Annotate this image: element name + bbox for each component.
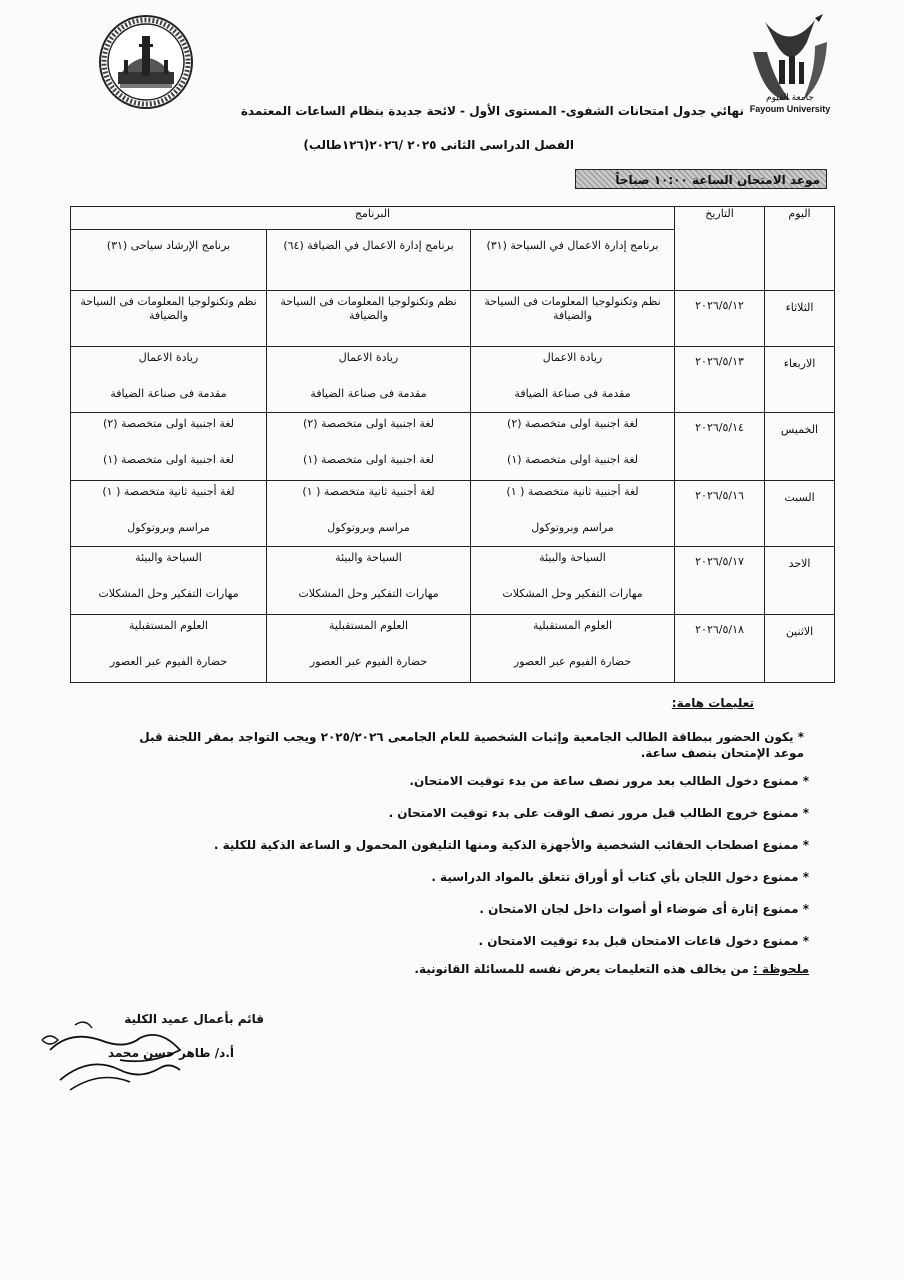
instruction-item: * ممنوع خروج الطالب قبل مرور نصف الوقت على بدء توقيت الامتحان . [388,806,809,820]
subject-cell [71,413,267,481]
row-date: ٢٠٢٦/٥/١٣ [675,347,765,413]
subject-cell [267,347,471,413]
subject: العلوم المستقبلية [533,619,613,632]
subject: مراسم وبروتوكول [127,521,210,534]
note-label: ملحوظة : [752,962,809,976]
exam-time-banner: موعد الامتحان الساعة ١٠:٠٠ صباحاً [575,169,827,189]
dean-name: أ.د/ طاهر حسن محمد [107,1046,234,1060]
handwritten-signature [30,1010,220,1100]
subject: حضارة الفيوم عبر العصور [109,655,228,668]
subject: لغة اجنبية اولى متخصصة (١) [507,453,638,466]
subject-cell [471,547,675,615]
subject-cell [471,481,675,547]
subject: ريادة الاعمال [542,351,603,364]
subject-cell [71,347,267,413]
subject: السياحة والبيئة [539,551,606,564]
instruction-item: * ممنوع دخول اللجان بأي كتاب أو أوراق تتعلق بالمواد الدراسية . [431,870,809,884]
subject: مهارات التفكير وحل المشكلات [98,587,239,600]
subject: مراسم وبروتوكول [531,521,614,534]
subject-cell [471,615,675,683]
faculty-seal-logo [98,14,194,110]
subject: لغة أجنبية ثانية متخصصة ( ١) [302,485,435,498]
subject-cell [267,291,471,347]
page-subtitle: الفصل الدراسى الثانى ٢٠٢٥ /٢٠٢٦(١٢٦طالب) [303,138,574,152]
subject-cell [267,615,471,683]
subject-cell [71,547,267,615]
subject-cell [71,291,267,347]
subject: لغة اجنبية اولى متخصصة (٢) [303,417,434,430]
subject: العلوم المستقبلية [329,619,409,632]
subject: مهارات التفكير وحل المشكلات [502,587,643,600]
university-name-en: Fayoum University [749,104,831,114]
subject: نظم وتكنولوجيا المعلومات فى السياحة والضيافة [280,295,457,322]
table-row [71,615,835,683]
row-day: السبت [765,481,835,547]
subject-cell [71,481,267,547]
page-title: نهائي جدول امتحانات الشفوى- المستوى الأول - لائحة جديدة بنظام الساعات المعتمدة [240,104,744,118]
table-row [71,347,835,413]
instruction-item: * ممنوع إثارة أى ضوضاء أو أصوات داخل لجان الامتحان . [479,902,809,916]
header-date: التاريخ [675,207,765,291]
row-date: ٢٠٢٦/٥/١٤ [675,413,765,481]
table-row [71,413,835,481]
row-date: ٢٠٢٦/٥/١٨ [675,615,765,683]
subject-cell [267,413,471,481]
subject: العلوم المستقبلية [129,619,208,632]
subject: السياحة والبيئة [335,551,402,564]
row-day: الاحد [765,547,835,615]
instruction-item: * ممنوع دخول الطالب بعد مرور نصف ساعة من بدء توقيت الامتحان. [409,774,809,788]
program-tourism: برنامج إدارة الاعمال في السياحة (٣١) [471,230,675,291]
subject: لغة اجنبية اولى متخصصة (٢) [507,417,638,430]
subject: نظم وتكنولوجيا المعلومات فى السياحة والضيافة [484,295,661,322]
row-date: ٢٠٢٦/٥/١٢ [675,291,765,347]
header-day: اليوم [765,207,835,291]
instruction-item: * ممنوع اصطحاب الحقائب الشخصية والأجهزة الذكية ومنها التليفون المحمول و الساعة الذكية للكلية . [213,838,809,852]
subject: مقدمة فى صناعة الضيافة [514,387,631,400]
dean-title: قائم بأعمال عميد الكلية [124,1012,264,1026]
exam-schedule-table [70,206,835,683]
subject: ريادة الاعمال [138,351,199,364]
subject-cell [471,347,675,413]
subject: لغة اجنبية اولى متخصصة (١) [103,453,234,466]
instruction-item: * يكون الحضور ببطاقة الطالب الجامعية وإثبات الشخصية للعام الجامعى ٢٠٢٥/٢٠٢٦ ويجب التواجد بمقر اللجنة قبل موعد الإمتحان بنصف ساعة. [139,730,804,760]
instructions-title: تعليمات هامة: [671,696,754,710]
table-header-row [71,207,835,230]
subject: مهارات التفكير وحل المشكلات [298,587,439,600]
header-program: البرنامج [71,207,675,230]
program-hospitality: برنامج إدارة الاعمال في الضيافة (٦٤) [267,230,471,291]
subject-cell [71,615,267,683]
legal-note [414,962,809,976]
subject: لغة اجنبية اولى متخصصة (١) [303,453,434,466]
fayoum-university-logo [742,12,838,120]
subject: مقدمة فى صناعة الضيافة [310,387,427,400]
subject: لغة اجنبية اولى متخصصة (٢) [103,417,234,430]
table-row [71,291,835,347]
table-row [71,547,835,615]
row-day: الخميس [765,413,835,481]
subject: لغة أجنبية ثانية متخصصة ( ١) [102,485,235,498]
subject-cell [471,291,675,347]
subject: حضارة الفيوم عبر العصور [309,655,428,668]
row-day: الثلاثاء [765,291,835,347]
row-day: الاربعاء [765,347,835,413]
row-date: ٢٠٢٦/٥/١٧ [675,547,765,615]
subject-cell [267,481,471,547]
subject: حضارة الفيوم عبر العصور [513,655,632,668]
row-date: ٢٠٢٦/٥/١٦ [675,481,765,547]
table-row [71,481,835,547]
subject-cell [267,547,471,615]
row-day: الاثنين [765,615,835,683]
subject-cell [471,413,675,481]
svg-text:جامعة الفيوم: جامعة الفيوم [766,93,814,103]
subject: ريادة الاعمال [338,351,399,364]
subject: لغة أجنبية ثانية متخصصة ( ١) [506,485,639,498]
note-text: من يخالف هذه التعليمات يعرض نفسه للمسائلة القانونية. [414,962,753,976]
subject: مقدمة فى صناعة الضيافة [110,387,227,400]
instruction-item: * ممنوع دخول قاعات الامتحان قبل بدء توقيت الامتحان . [478,934,809,948]
subject: السياحة والبيئة [135,551,202,564]
subject: مراسم وبروتوكول [327,521,410,534]
subject: نظم وتكنولوجيا المعلومات فى السياحة والضيافة [80,295,257,322]
program-tour-guiding: برنامج الإرشاد سياحى (٣١) [71,230,267,291]
